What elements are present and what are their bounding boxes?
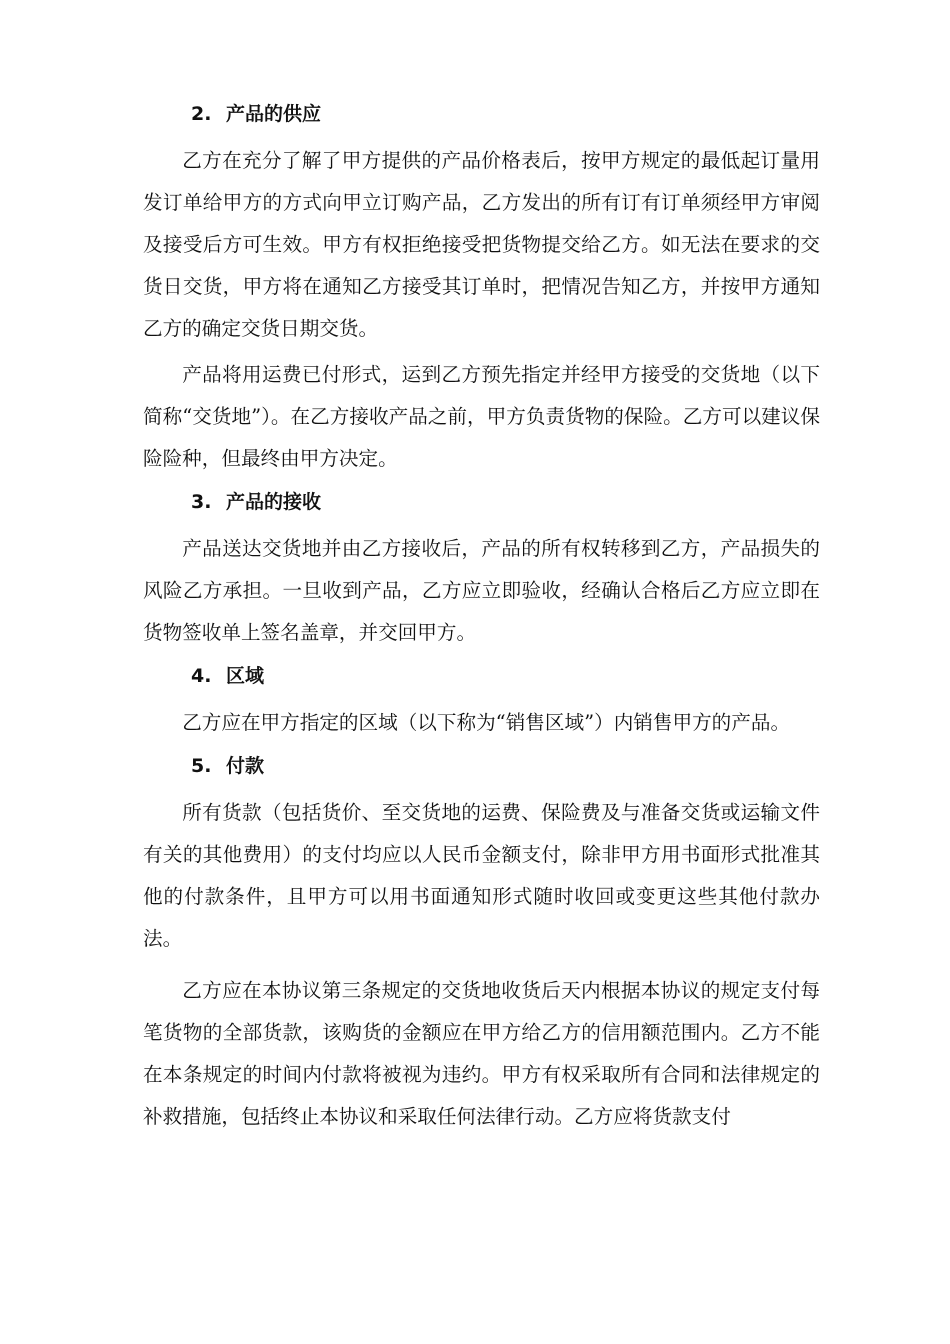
paragraph: 产品送达交货地并由乙方接收后，产品的所有权转移到乙方，产品损失的风险乙方承担。一旦收到产品，乙方应立即验收，经确认合格后乙方应立即在货物签收单上签名盖章，并交回甲方。 [143, 537, 820, 644]
paragraph: 乙方应在本协议第三条规定的交货地收货后天内根据本协议的规定支付每笔货物的全部货款，该购货的金额应在甲方给乙方的信用额范围内。乙方不能在本条规定的时间内付款将被视为违约。甲方有权采取所有合同和法律规定的补救措施，包括终止本协议和采取任何法律行动。乙方应将货款支付 [143, 979, 820, 1128]
paragraph: 乙方在充分了解了甲方提供的产品价格表后，按甲方规定的最低起订量用发订单给甲方的方式向甲立订购产品，乙方发出的所有订有订单须经甲方审阅及接受后方可生效。甲方有权拒绝接受把货物提交给乙方。如无法在要求的交货日交货，甲方将在通知乙方接受其订单时，把情况告知乙方，并按甲方通知乙方的确定交货日期交货。 [143, 149, 820, 340]
section-heading-4 [143, 658, 820, 698]
section-number: 3. [191, 491, 212, 513]
document-body [143, 96, 820, 1138]
section-title: 产品的供应 [226, 103, 322, 125]
paragraph: 产品将用运费已付形式，运到乙方预先指定并经甲方接受的交货地（以下简称“交货地”）。在乙方接收产品之前，甲方负责货物的保险。乙方可以建议保险险种，但最终由甲方决定。 [143, 363, 820, 470]
section-title: 产品的接收 [226, 491, 322, 513]
section-number: 5. [191, 755, 212, 777]
section-heading-5 [143, 748, 820, 788]
section-number: 4. [191, 665, 212, 687]
section-title: 付款 [226, 755, 265, 777]
section-title: 区域 [226, 665, 265, 687]
paragraph: 乙方应在甲方指定的区域（以下称为“销售区域”）内销售甲方的产品。 [182, 711, 791, 734]
paragraph: 所有货款（包括货价、至交货地的运费、保险费及与准备交货或运输文件有关的其他费用）的支付均应以人民币金额支付，除非甲方用书面形式批准其他的付款条件，且甲方可以用书面通知形式随时收回或变更这些其他付款办法。 [143, 801, 820, 950]
section-number: 2. [191, 103, 212, 125]
section-heading-2 [143, 96, 820, 136]
section-heading-3 [143, 484, 820, 524]
